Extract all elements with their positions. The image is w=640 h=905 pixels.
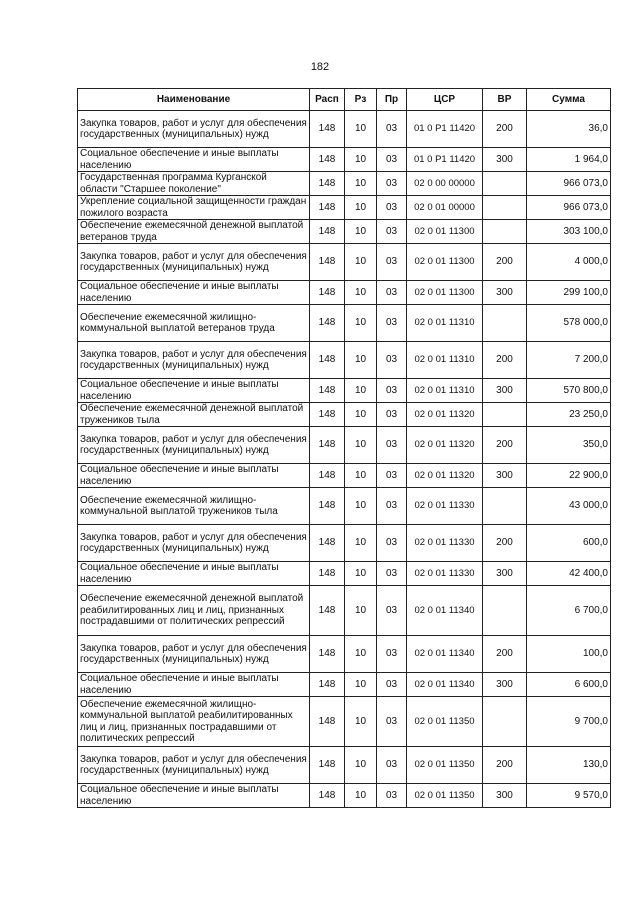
cell-vr: 300 [483,673,527,697]
cell-rz: 10 [345,403,377,427]
cell-rz: 10 [345,562,377,586]
cell-sum: 570 800,0 [527,379,611,403]
cell-pr: 03 [377,148,407,172]
cell-rasp: 148 [310,464,345,488]
cell-vr: 300 [483,281,527,305]
cell-pr: 03 [377,281,407,305]
cell-rz: 10 [345,784,377,808]
cell-rz: 10 [345,379,377,403]
cell-csr: 02 0 01 00000 [407,196,483,220]
cell-rz: 10 [345,697,377,747]
cell-rasp: 148 [310,747,345,784]
cell-csr: 02 0 01 11320 [407,403,483,427]
header-sum: Сумма [527,89,611,111]
cell-csr: 02 0 01 11330 [407,525,483,562]
cell-vr: 300 [483,562,527,586]
cell-csr: 02 0 01 11320 [407,427,483,464]
cell-sum: 23 250,0 [527,403,611,427]
table-row [78,403,611,427]
cell-sum: 600,0 [527,525,611,562]
cell-rasp: 148 [310,673,345,697]
cell-sum: 966 073,0 [527,172,611,196]
cell-rz: 10 [345,427,377,464]
cell-pr: 03 [377,111,407,148]
cell-csr: 02 0 01 11350 [407,747,483,784]
cell-pr: 03 [377,403,407,427]
cell-name: Социальное обеспечение и иные выплаты населению [78,148,310,172]
cell-sum: 299 100,0 [527,281,611,305]
cell-rasp: 148 [310,562,345,586]
table-row [78,196,611,220]
cell-name: Обеспечение ежемесячной жилищно-коммунальной выплатой ветеранов труда [78,305,310,342]
cell-csr: 02 0 01 11330 [407,562,483,586]
cell-rasp: 148 [310,379,345,403]
table-row [78,148,611,172]
cell-csr: 02 0 01 11350 [407,784,483,808]
header-pr: Пр [377,89,407,111]
header-row [78,89,611,111]
table-row [78,673,611,697]
cell-vr: 200 [483,747,527,784]
header-rasp: Расп [310,89,345,111]
cell-csr: 02 0 01 11300 [407,220,483,244]
cell-vr [483,172,527,196]
cell-rasp: 148 [310,111,345,148]
cell-sum: 100,0 [527,636,611,673]
cell-csr: 02 0 01 11350 [407,697,483,747]
cell-pr: 03 [377,784,407,808]
cell-rz: 10 [345,464,377,488]
cell-vr: 300 [483,148,527,172]
cell-rz: 10 [345,586,377,636]
cell-name: Укрепление социальной защищенности граждан пожилого возраста [78,196,310,220]
cell-name: Социальное обеспечение и иные выплаты населению [78,464,310,488]
cell-pr: 03 [377,697,407,747]
cell-rz: 10 [345,220,377,244]
cell-name: Социальное обеспечение и иные выплаты населению [78,562,310,586]
cell-sum: 42 400,0 [527,562,611,586]
cell-csr: 02 0 01 11340 [407,586,483,636]
header-csr: ЦСР [407,89,483,111]
cell-rz: 10 [345,488,377,525]
cell-name: Социальное обеспечение и иные выплаты населению [78,379,310,403]
cell-csr: 02 0 01 11310 [407,305,483,342]
cell-sum: 7 200,0 [527,342,611,379]
cell-rasp: 148 [310,342,345,379]
page-number: 182 [310,61,330,73]
table-row [78,305,611,342]
cell-name: Социальное обеспечение и иные выплаты населению [78,281,310,305]
cell-rasp: 148 [310,697,345,747]
header-name: Наименование [78,89,310,111]
cell-rasp: 148 [310,636,345,673]
cell-sum: 4 000,0 [527,244,611,281]
cell-pr: 03 [377,305,407,342]
cell-rasp: 148 [310,148,345,172]
cell-csr: 02 0 01 11320 [407,464,483,488]
cell-vr [483,488,527,525]
cell-name: Закупка товаров, работ и услуг для обеспечения государственных (муниципальных) нужд [78,525,310,562]
cell-rasp: 148 [310,305,345,342]
cell-rasp: 148 [310,220,345,244]
cell-pr: 03 [377,673,407,697]
cell-rz: 10 [345,305,377,342]
cell-sum: 1 964,0 [527,148,611,172]
cell-vr [483,305,527,342]
cell-rz: 10 [345,342,377,379]
table-row [78,281,611,305]
table-row [78,172,611,196]
cell-vr: 200 [483,244,527,281]
cell-sum: 350,0 [527,427,611,464]
cell-vr: 300 [483,379,527,403]
cell-rz: 10 [345,281,377,305]
cell-csr: 02 0 01 11310 [407,379,483,403]
cell-name: Закупка товаров, работ и услуг для обеспечения государственных (муниципальных) нужд [78,427,310,464]
cell-rasp: 148 [310,784,345,808]
cell-rasp: 148 [310,244,345,281]
cell-pr: 03 [377,636,407,673]
cell-sum: 6 700,0 [527,586,611,636]
cell-vr [483,586,527,636]
cell-sum: 303 100,0 [527,220,611,244]
cell-sum: 130,0 [527,747,611,784]
cell-vr [483,697,527,747]
cell-rz: 10 [345,111,377,148]
cell-vr: 200 [483,427,527,464]
table-row [78,697,611,747]
header-rz: Рз [345,89,377,111]
cell-rasp: 148 [310,427,345,464]
table-row [78,747,611,784]
cell-rasp: 148 [310,172,345,196]
cell-pr: 03 [377,562,407,586]
cell-rz: 10 [345,525,377,562]
table-row [78,379,611,403]
cell-name: Закупка товаров, работ и услуг для обеспечения государственных (муниципальных) нужд [78,244,310,281]
cell-name: Закупка товаров, работ и услуг для обеспечения государственных (муниципальных) нужд [78,111,310,148]
table-row [78,342,611,379]
cell-vr: 200 [483,636,527,673]
header-vr: ВР [483,89,527,111]
cell-rasp: 148 [310,196,345,220]
cell-vr [483,403,527,427]
table-row [78,525,611,562]
cell-name: Закупка товаров, работ и услуг для обеспечения государственных (муниципальных) нужд [78,636,310,673]
cell-pr: 03 [377,488,407,525]
cell-name: Закупка товаров, работ и услуг для обеспечения государственных (муниципальных) нужд [78,342,310,379]
cell-sum: 36,0 [527,111,611,148]
cell-rasp: 148 [310,586,345,636]
cell-rz: 10 [345,673,377,697]
table-row [78,586,611,636]
cell-pr: 03 [377,464,407,488]
cell-csr: 01 0 P1 11420 [407,111,483,148]
cell-name: Социальное обеспечение и иные выплаты населению [78,673,310,697]
cell-name: Обеспечение ежемесячной денежной выплатой ветеранов труда [78,220,310,244]
cell-pr: 03 [377,525,407,562]
budget-table [77,88,611,808]
cell-sum: 9 700,0 [527,697,611,747]
cell-sum: 578 000,0 [527,305,611,342]
cell-pr: 03 [377,427,407,464]
table-row [78,427,611,464]
cell-rz: 10 [345,636,377,673]
cell-csr: 02 0 01 11340 [407,636,483,673]
cell-csr: 02 0 01 11330 [407,488,483,525]
table-row [78,244,611,281]
cell-pr: 03 [377,747,407,784]
cell-pr: 03 [377,586,407,636]
cell-name: Обеспечение ежемесячной жилищно-коммунальной выплатой тружеников тыла [78,488,310,525]
table-row [78,636,611,673]
cell-rasp: 148 [310,488,345,525]
cell-rasp: 148 [310,525,345,562]
cell-csr: 02 0 01 11300 [407,244,483,281]
table-row [78,464,611,488]
cell-pr: 03 [377,244,407,281]
cell-sum: 6 600,0 [527,673,611,697]
cell-sum: 966 073,0 [527,196,611,220]
cell-csr: 02 0 01 11340 [407,673,483,697]
table-row [78,488,611,525]
cell-sum: 43 000,0 [527,488,611,525]
cell-sum: 22 900,0 [527,464,611,488]
cell-name: Обеспечение ежемесячной денежной выплатой реабилитированных лиц и лиц, признанных пострадавшими от политических репрессий [78,586,310,636]
cell-sum: 9 570,0 [527,784,611,808]
table-row [78,562,611,586]
cell-vr: 300 [483,784,527,808]
table-body [78,111,611,808]
cell-vr: 300 [483,464,527,488]
cell-csr: 02 0 00 00000 [407,172,483,196]
cell-vr [483,220,527,244]
cell-vr: 200 [483,525,527,562]
cell-rz: 10 [345,148,377,172]
cell-vr: 200 [483,111,527,148]
cell-csr: 02 0 01 11300 [407,281,483,305]
cell-rz: 10 [345,747,377,784]
cell-rz: 10 [345,244,377,281]
cell-rasp: 148 [310,281,345,305]
cell-csr: 01 0 P1 11420 [407,148,483,172]
cell-pr: 03 [377,342,407,379]
table-row [78,220,611,244]
cell-pr: 03 [377,172,407,196]
cell-name: Обеспечение ежемесячной жилищно-коммунальной выплатой реабилитированных лиц и лиц, признанных пострадавшими от политических репрессий [78,697,310,747]
cell-name: Социальное обеспечение и иные выплаты населению [78,784,310,808]
cell-rz: 10 [345,172,377,196]
cell-vr [483,196,527,220]
table-row [78,784,611,808]
cell-vr: 200 [483,342,527,379]
cell-pr: 03 [377,379,407,403]
cell-rz: 10 [345,196,377,220]
table-row [78,111,611,148]
cell-name: Закупка товаров, работ и услуг для обеспечения государственных (муниципальных) нужд [78,747,310,784]
cell-csr: 02 0 01 11310 [407,342,483,379]
cell-name: Государственная программа Курганской области "Старшее поколение" [78,172,310,196]
cell-name: Обеспечение ежемесячной денежной выплатой тружеников тыла [78,403,310,427]
cell-pr: 03 [377,196,407,220]
cell-rasp: 148 [310,403,345,427]
cell-pr: 03 [377,220,407,244]
